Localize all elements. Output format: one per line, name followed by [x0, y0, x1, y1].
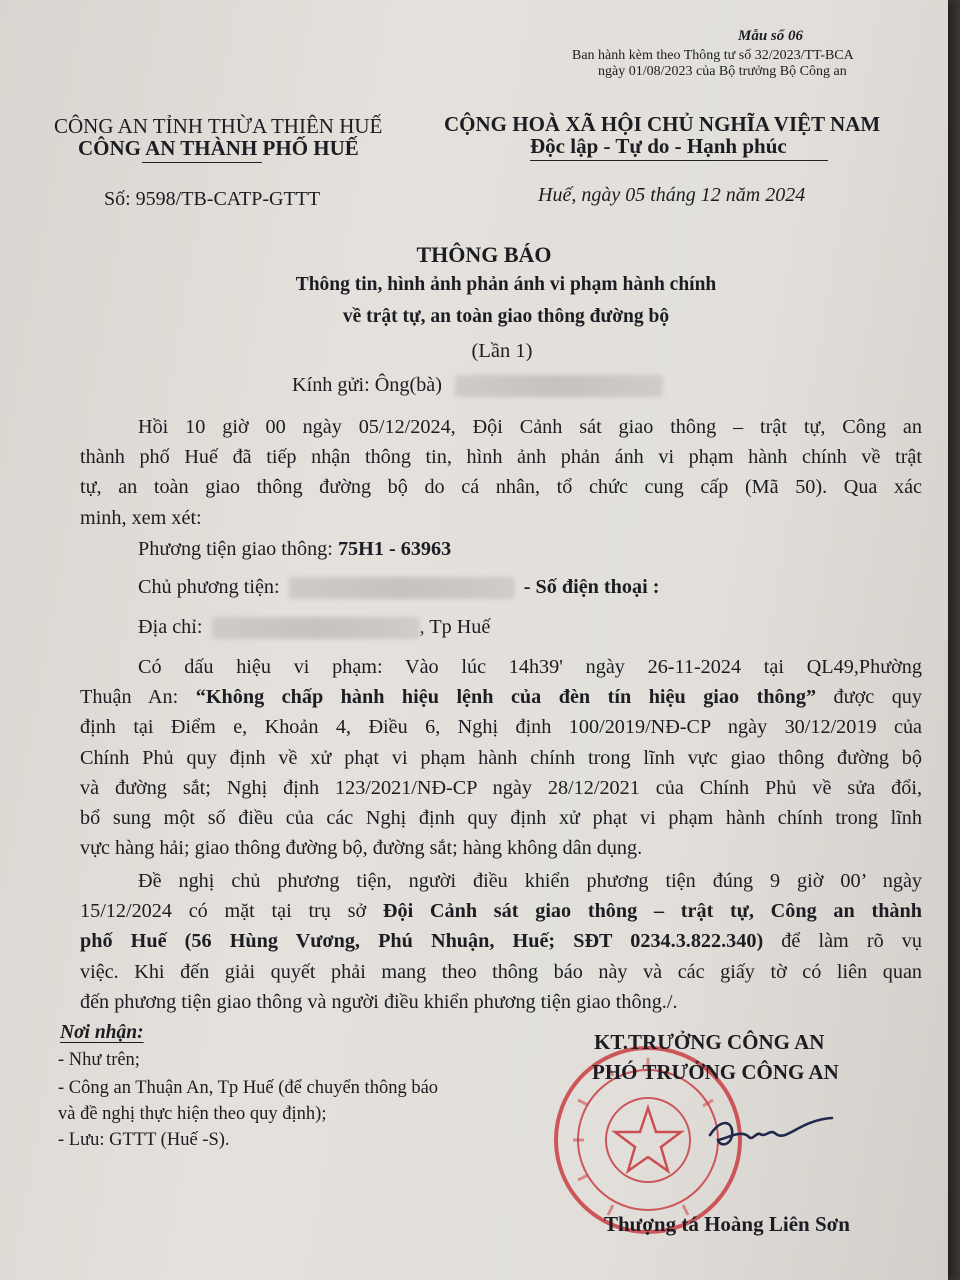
redacted-owner-name: [289, 577, 515, 599]
form-number: Mẫu số 06: [738, 28, 804, 44]
recipient-item: - Lưu: GTTT (Huế -S).: [58, 1130, 230, 1150]
address-label: Địa chỉ:: [138, 616, 203, 638]
text-line: vực hàng hải; giao thông đường bộ, đường sắt; hàng không dân dụng.: [80, 837, 643, 860]
redacted-recipient-name: [455, 375, 663, 397]
recipient-item: và đề nghị thực hiện theo quy định);: [58, 1104, 327, 1124]
redacted-address: [212, 617, 420, 639]
round-number: (Lần 1): [471, 340, 533, 362]
address-row: [138, 616, 490, 639]
text-fragment: được quy: [816, 686, 922, 709]
recipients-label: Nơi nhận:: [60, 1022, 144, 1043]
owner-label: Chủ phương tiện:: [138, 576, 280, 598]
place-date: Huế, ngày 05 tháng 12 năm 2024: [538, 184, 806, 206]
doc-title: THÔNG BÁO: [416, 242, 552, 267]
recipient-item: - Như trên;: [58, 1050, 140, 1070]
text-line: [80, 926, 922, 956]
recipient-label: Kính gửi: Ông(bà): [292, 374, 442, 396]
form-issued-line1: Ban hành kèm theo Thông tư số 32/2023/TT-BCA: [572, 48, 854, 63]
text-line: và đường sắt; Nghị định 123/2021/NĐ-CP ngày 28/12/2021 của Chính Phủ về sửa đổi,: [80, 776, 922, 799]
signer-name: Thượng tá Hoàng Liên Sơn: [604, 1212, 850, 1236]
text-fragment: Thuận An:: [80, 686, 196, 709]
country-name: CỘNG HOÀ XÃ HỘI CHỦ NGHĨA VIỆT NAM: [444, 112, 881, 136]
doc-subtitle-2: về trật tự, an toàn giao thông đường bộ: [342, 306, 670, 327]
text-line: định tại Điểm e, Khoản 4, Điều 6, Nghị định 100/2019/NĐ-CP ngày 30/12/2019 của: [80, 716, 922, 739]
signer-title-2: PHÓ TRƯỞNG CÔNG AN: [592, 1060, 839, 1084]
text-line: minh, xem xét:: [80, 506, 202, 529]
recipient-line: [292, 374, 663, 397]
text-line: Có dấu hiệu vi phạm: Vào lúc 14h39' ngày 26-11-2024 tại QL49,Phường: [138, 656, 922, 678]
text-line: tự, an toàn giao thông đường bộ do cá nhân, tổ chức cung cấp (Mã 50). Qua xác: [80, 476, 922, 499]
text-line: Đề nghị chủ phương tiện, người điều khiển phương tiện đúng 9 giờ 00’ ngày: [138, 870, 922, 892]
recipient-item: - Công an Thuận An, Tp Huế (để chuyển thông báo: [58, 1078, 439, 1098]
office-name: Đội Cảnh sát giao thông – trật tự, Công an thành: [382, 900, 922, 923]
text-line: thành phố Huế đã tiếp nhận thông tin, hình ảnh phản ánh vi phạm hành chính về trật: [80, 446, 922, 469]
text-line: bổ sung một số điều của các Nghị định quy định xử phạt vi phạm hành chính trong lĩnh: [80, 807, 922, 830]
text-line: [80, 682, 922, 712]
doc-subtitle-1: Thông tin, hình ảnh phản ánh vi phạm hành chính: [295, 274, 717, 295]
phone-label: - Số điện thoại :: [523, 576, 660, 598]
text-line: [80, 896, 922, 926]
vehicle-label: Phương tiện giao thông:: [138, 538, 338, 560]
paragraph-request: [80, 866, 922, 1017]
vehicle-row: [138, 538, 451, 561]
motto-underline: [530, 160, 828, 161]
agency-parent: CÔNG AN TỈNH THỪA THIÊN HUẾ: [54, 114, 383, 138]
address-city: , Tp Huế: [419, 616, 491, 638]
office-address: phố Huế (56 Hùng Vương, Phú Nhuận, Huế; SĐT 0234.3.822.340): [80, 930, 764, 953]
agency-name: CÔNG AN THÀNH PHỐ HUẾ: [78, 136, 359, 160]
text-line: việc. Khi đến giải quyết phải mang theo thông báo này và các giấy tờ có liên quan: [80, 960, 922, 983]
owner-row: [138, 576, 659, 599]
paragraph-intro: [80, 412, 922, 533]
text-line: Hồi 10 giờ 00 ngày 05/12/2024, Đội Cảnh sát giao thông – trật tự, Công an: [138, 416, 922, 438]
text-line: đến phương tiện giao thông và người điều khiển phương tiện giao thông./.: [80, 990, 678, 1013]
text-fragment: để làm rõ vụ: [763, 930, 922, 953]
document-number: Số: 9598/TB-CATP-GTTT: [104, 188, 321, 210]
signer-title-1: KT.TRƯỞNG CÔNG AN: [594, 1030, 825, 1054]
form-issued-line2: ngày 01/08/2023 của Bộ trưởng Bộ Công an: [598, 64, 847, 79]
text-line: Chính Phủ quy định về xử phạt vi phạm hành chính trong lĩnh vực giao thông đường bộ: [80, 746, 922, 769]
text-fragment: 15/12/2024 có mặt tại trụ sở: [80, 900, 383, 923]
vehicle-plate: 75H1 - 63963: [337, 538, 452, 560]
agency-underline: [142, 162, 262, 163]
handwritten-signature-icon: [700, 1100, 840, 1160]
violation-description: “Không chấp hành hiệu lệnh của đèn tín hiệu giao thông”: [195, 686, 817, 709]
paragraph-violation: [80, 652, 922, 863]
motto: Độc lập - Tự do - Hạnh phúc: [530, 134, 787, 158]
